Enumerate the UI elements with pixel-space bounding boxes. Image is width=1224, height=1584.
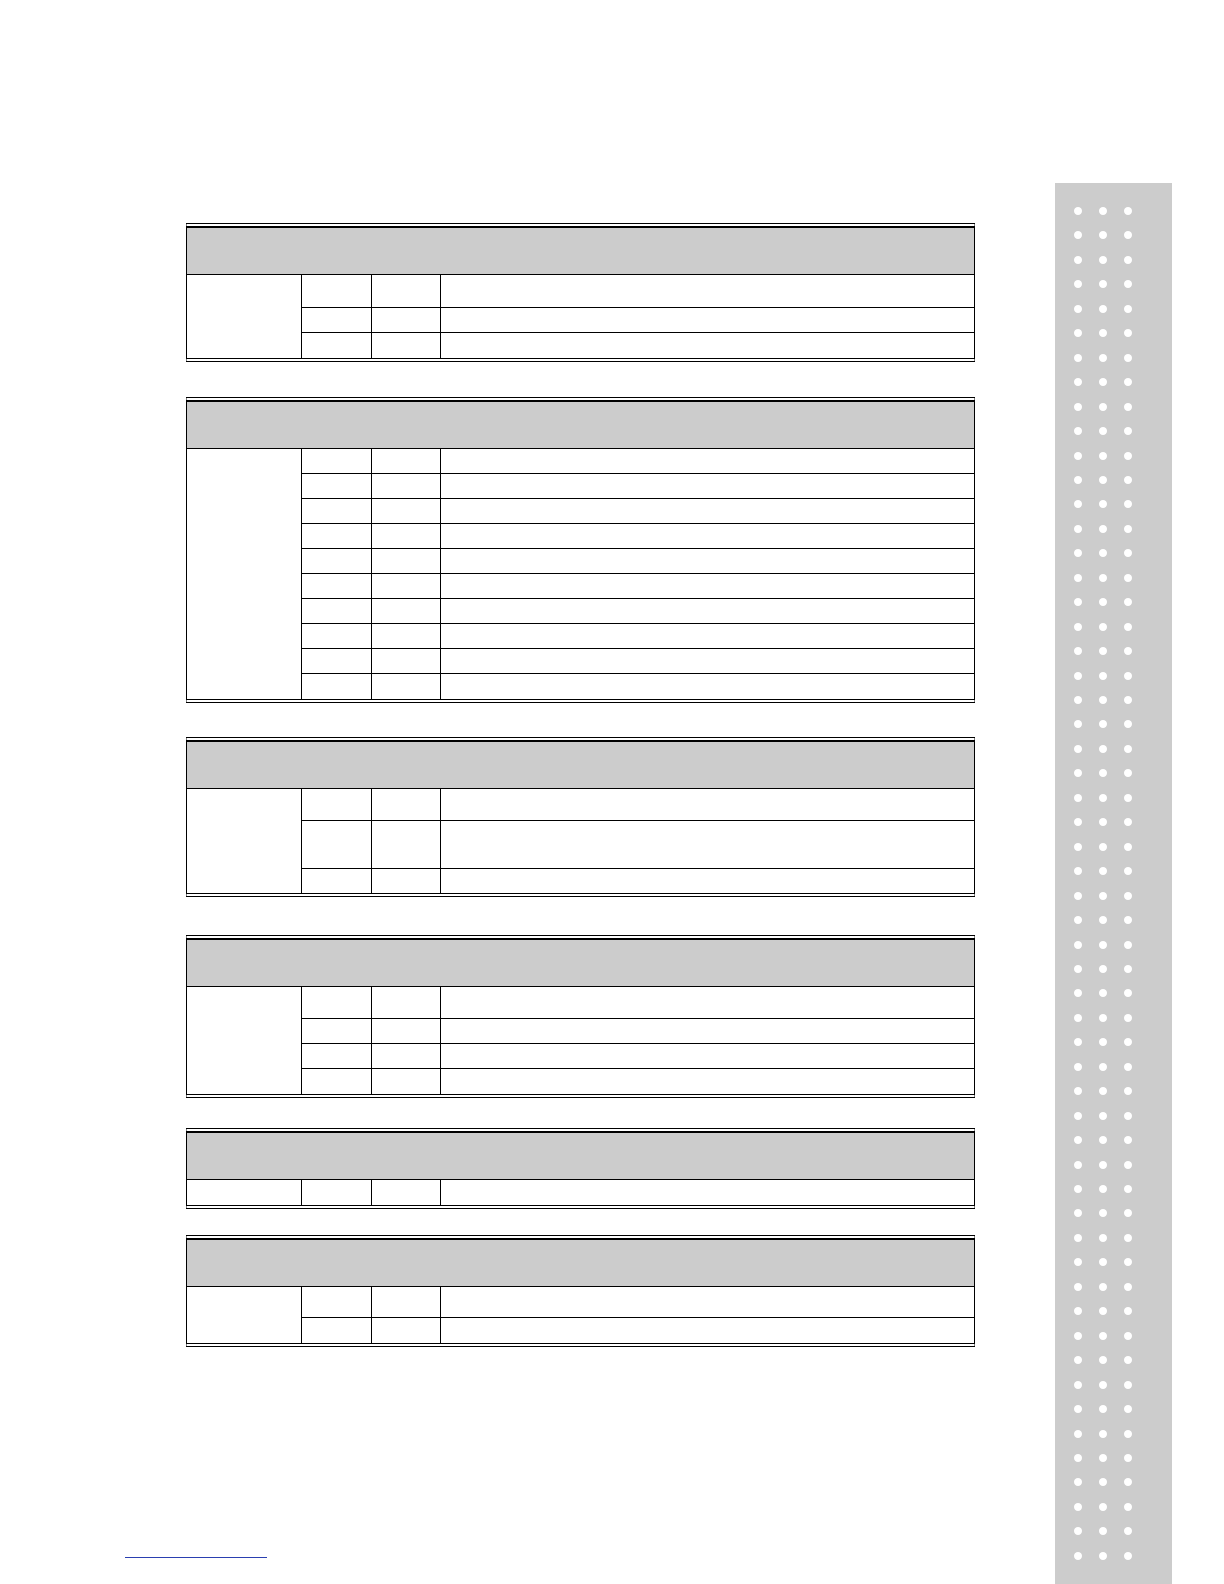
sidebar-dot: [1074, 1454, 1082, 1462]
cell-a: [302, 624, 372, 648]
sidebar-dot: [1074, 623, 1082, 631]
sidebar-dot: [1124, 1381, 1132, 1389]
cell-b: [372, 674, 441, 699]
sidebar-dot: [1124, 965, 1132, 973]
sidebar-dot: [1074, 1283, 1082, 1291]
cell-a: [302, 821, 372, 868]
sidebar-dot: [1099, 598, 1107, 606]
cell-a: [302, 1044, 372, 1068]
sidebar-dot: [1099, 574, 1107, 582]
table-row: [302, 821, 974, 869]
table-row: [302, 449, 974, 474]
cell-b: [372, 1069, 441, 1094]
sidebar-dot: [1124, 672, 1132, 680]
sidebar-dot: [1099, 1503, 1107, 1511]
sidebar-dot: [1124, 1185, 1132, 1193]
cell-c: [441, 869, 974, 893]
cell-a: [302, 869, 372, 893]
sidebar-dot: [1099, 1209, 1107, 1217]
sidebar-dot: [1124, 452, 1132, 460]
sidebar-dot: [1099, 1332, 1107, 1340]
sidebar-dot: [1099, 403, 1107, 411]
cell-c: [441, 599, 974, 623]
cell-b: [372, 987, 441, 1018]
sidebar-dot: [1124, 207, 1132, 215]
table-row: [302, 549, 974, 574]
cell-b: [372, 275, 441, 307]
sidebar-dot: [1074, 1185, 1082, 1193]
sidebar-dot: [1099, 672, 1107, 680]
sidebar-dot: [1099, 1185, 1107, 1193]
sidebar-dot: [1124, 1038, 1132, 1046]
table-category: [187, 987, 302, 1094]
sidebar-dot: [1099, 769, 1107, 777]
sidebar-dot: [1124, 867, 1132, 875]
sidebar-dot: [1074, 378, 1082, 386]
sidebar-dot: [1124, 1014, 1132, 1022]
spec-table-2: [186, 397, 975, 703]
sidebar-dot: [1099, 818, 1107, 826]
cell-c: [441, 524, 974, 548]
table-row: [302, 649, 974, 674]
sidebar-dot: [1124, 1454, 1132, 1462]
sidebar-dot: [1124, 427, 1132, 435]
sidebar-dot: [1074, 965, 1082, 973]
sidebar-dot: [1074, 916, 1082, 924]
sidebar-dot: [1074, 989, 1082, 997]
cell-a: [302, 1180, 372, 1205]
sidebar-dot: [1074, 1209, 1082, 1217]
sidebar-dot: [1099, 1038, 1107, 1046]
cell-a: [302, 449, 372, 473]
cell-a: [302, 1019, 372, 1043]
cell-b: [372, 869, 441, 893]
sidebar-dot: [1099, 1405, 1107, 1413]
sidebar-dot: [1074, 305, 1082, 313]
cell-c: [441, 549, 974, 573]
sidebar-dot: [1074, 403, 1082, 411]
cell-c: [441, 474, 974, 498]
table-row: [302, 674, 974, 699]
table-row: [302, 789, 974, 821]
cell-a: [302, 649, 372, 673]
sidebar-dot: [1099, 720, 1107, 728]
sidebar-dot: [1074, 672, 1082, 680]
sidebar-dot: [1099, 207, 1107, 215]
sidebar-dot: [1099, 427, 1107, 435]
sidebar-dot: [1124, 1405, 1132, 1413]
sidebar-dot: [1074, 1332, 1082, 1340]
sidebar-dot: [1099, 892, 1107, 900]
sidebar-dot: [1074, 843, 1082, 851]
sidebar-dot: [1124, 647, 1132, 655]
spec-table-5: [186, 1128, 975, 1209]
cell-c: [441, 1019, 974, 1043]
sidebar-dot: [1074, 256, 1082, 264]
cell-b: [372, 821, 441, 868]
sidebar-dot: [1074, 818, 1082, 826]
table-category: [187, 1287, 302, 1343]
sidebar-dot: [1124, 623, 1132, 631]
table-row: [302, 574, 974, 599]
cell-a: [302, 674, 372, 699]
sidebar-dot: [1124, 354, 1132, 362]
sidebar-dot: [1099, 231, 1107, 239]
sidebar-dot: [1074, 1307, 1082, 1315]
table-header: [187, 1132, 974, 1180]
table-row: [302, 1069, 974, 1094]
sidebar-dot: [1124, 1527, 1132, 1535]
table-row: [302, 1044, 974, 1069]
sidebar-dot: [1074, 745, 1082, 753]
cell-c: [441, 333, 974, 358]
sidebar-dot: [1124, 500, 1132, 508]
cell-b: [372, 549, 441, 573]
table-row: [302, 599, 974, 624]
sidebar-dot: [1124, 1332, 1132, 1340]
sidebar-dot: [1099, 647, 1107, 655]
table-row: [302, 987, 974, 1019]
sidebar-dot: [1124, 1087, 1132, 1095]
cell-a: [302, 499, 372, 523]
footer-link[interactable]: [125, 1557, 267, 1558]
table-header: [187, 227, 974, 275]
table-row: [302, 308, 974, 333]
sidebar-dot: [1124, 1478, 1132, 1486]
cell-c: [441, 574, 974, 598]
sidebar-dot: [1099, 256, 1107, 264]
sidebar-dot: [1099, 280, 1107, 288]
sidebar-dot: [1074, 427, 1082, 435]
sidebar-dot: [1099, 1454, 1107, 1462]
table-row: [302, 1287, 974, 1318]
sidebar-dot: [1074, 231, 1082, 239]
sidebar-dot: [1074, 1503, 1082, 1511]
cell-a: [302, 1287, 372, 1317]
cell-b: [372, 1019, 441, 1043]
sidebar-dot: [1124, 1430, 1132, 1438]
spec-table-4: [186, 935, 975, 1098]
sidebar-dot: [1074, 1356, 1082, 1364]
sidebar-dot: [1074, 1087, 1082, 1095]
sidebar-dot: [1124, 256, 1132, 264]
sidebar-dot: [1124, 403, 1132, 411]
cell-c: [441, 449, 974, 473]
cell-c: [441, 1069, 974, 1094]
sidebar-dot: [1074, 329, 1082, 337]
cell-a: [302, 549, 372, 573]
cell-a: [302, 574, 372, 598]
sidebar-dot: [1074, 1552, 1082, 1560]
cell-b: [372, 789, 441, 820]
cell-a: [302, 333, 372, 358]
sidebar-dot: [1074, 574, 1082, 582]
sidebar-dot: [1074, 941, 1082, 949]
cell-c: [441, 1044, 974, 1068]
sidebar-dot: [1074, 1478, 1082, 1486]
sidebar-dot: [1124, 1234, 1132, 1242]
cell-b: [372, 308, 441, 332]
cell-c: [441, 821, 974, 868]
sidebar-dot: [1099, 989, 1107, 997]
cell-a: [302, 1069, 372, 1094]
sidebar-dot: [1099, 1234, 1107, 1242]
table-category: [187, 1180, 302, 1205]
sidebar-dot: [1074, 696, 1082, 704]
table-row: [302, 1318, 974, 1343]
sidebar-dot: [1074, 500, 1082, 508]
sidebar-dot: [1074, 867, 1082, 875]
cell-a: [302, 524, 372, 548]
sidebar-dot: [1124, 794, 1132, 802]
cell-c: [441, 1180, 974, 1205]
sidebar-dot: [1099, 867, 1107, 875]
sidebar-dot: [1074, 1014, 1082, 1022]
table-row: [302, 275, 974, 308]
sidebar-dot: [1099, 1307, 1107, 1315]
cell-c: [441, 789, 974, 820]
sidebar-dot: [1074, 769, 1082, 777]
sidebar-dot: [1099, 965, 1107, 973]
sidebar-dot: [1099, 1258, 1107, 1266]
sidebar-dot: [1124, 1209, 1132, 1217]
cell-c: [441, 308, 974, 332]
cell-a: [302, 1318, 372, 1343]
sidebar-dot: [1099, 452, 1107, 460]
table-header: [187, 401, 974, 449]
sidebar-dot: [1074, 1234, 1082, 1242]
sidebar-dot: [1124, 329, 1132, 337]
sidebar-dot: [1074, 720, 1082, 728]
sidebar-dot: [1099, 1161, 1107, 1169]
cell-a: [302, 308, 372, 332]
cell-c: [441, 987, 974, 1018]
cell-b: [372, 574, 441, 598]
sidebar-dot: [1074, 598, 1082, 606]
cell-b: [372, 624, 441, 648]
table-row: [302, 499, 974, 524]
cell-a: [302, 474, 372, 498]
sidebar-dot: [1099, 696, 1107, 704]
sidebar-dot: [1099, 500, 1107, 508]
sidebar-dot: [1124, 1136, 1132, 1144]
decorative-sidebar: [1055, 183, 1172, 1584]
sidebar-dot: [1124, 843, 1132, 851]
sidebar-dot: [1099, 1356, 1107, 1364]
sidebar-dot: [1099, 525, 1107, 533]
sidebar-dot: [1074, 1161, 1082, 1169]
sidebar-dot: [1124, 941, 1132, 949]
table-row: [302, 1180, 974, 1205]
cell-c: [441, 275, 974, 307]
sidebar-dot: [1099, 1063, 1107, 1071]
sidebar-dot: [1074, 1112, 1082, 1120]
sidebar-dot: [1074, 1527, 1082, 1535]
sidebar-dot: [1124, 231, 1132, 239]
sidebar-dot: [1099, 1552, 1107, 1560]
table-category: [187, 789, 302, 893]
sidebar-dot: [1124, 892, 1132, 900]
sidebar-dot: [1074, 1430, 1082, 1438]
table-header: [187, 939, 974, 987]
sidebar-dot: [1074, 892, 1082, 900]
sidebar-dot: [1124, 1307, 1132, 1315]
sidebar-dot: [1124, 378, 1132, 386]
sidebar-dot: [1124, 1112, 1132, 1120]
table-row: [302, 474, 974, 499]
sidebar-dot: [1099, 476, 1107, 484]
sidebar-dot: [1074, 1063, 1082, 1071]
cell-b: [372, 1044, 441, 1068]
cell-b: [372, 1287, 441, 1317]
spec-table-1: [186, 223, 975, 362]
sidebar-dot: [1099, 623, 1107, 631]
sidebar-dot: [1099, 1430, 1107, 1438]
sidebar-dot: [1124, 916, 1132, 924]
sidebar-dot: [1099, 1087, 1107, 1095]
sidebar-dot: [1074, 476, 1082, 484]
sidebar-dot: [1099, 1283, 1107, 1291]
table-row: [302, 333, 974, 358]
table-header: [187, 1239, 974, 1287]
sidebar-dot: [1074, 647, 1082, 655]
cell-c: [441, 624, 974, 648]
cell-a: [302, 987, 372, 1018]
sidebar-dot: [1099, 305, 1107, 313]
sidebar-dot: [1099, 1478, 1107, 1486]
sidebar-dot: [1124, 1161, 1132, 1169]
cell-a: [302, 599, 372, 623]
cell-b: [372, 499, 441, 523]
sidebar-dot: [1124, 549, 1132, 557]
spec-table-6: [186, 1235, 975, 1347]
cell-c: [441, 1287, 974, 1317]
sidebar-dot: [1124, 1063, 1132, 1071]
sidebar-dot: [1124, 696, 1132, 704]
sidebar-dot: [1074, 525, 1082, 533]
sidebar-dot: [1099, 941, 1107, 949]
sidebar-dot: [1124, 280, 1132, 288]
sidebar-dot: [1074, 1136, 1082, 1144]
cell-b: [372, 474, 441, 498]
table-row: [302, 869, 974, 893]
sidebar-dot: [1099, 1136, 1107, 1144]
sidebar-dot: [1074, 1405, 1082, 1413]
table-header: [187, 741, 974, 789]
sidebar-dot: [1099, 549, 1107, 557]
sidebar-dot: [1074, 1258, 1082, 1266]
cell-c: [441, 649, 974, 673]
table-category: [187, 449, 302, 699]
cell-c: [441, 499, 974, 523]
cell-a: [302, 789, 372, 820]
cell-c: [441, 674, 974, 699]
cell-c: [441, 1318, 974, 1343]
cell-b: [372, 1180, 441, 1205]
cell-a: [302, 275, 372, 307]
sidebar-dot: [1099, 843, 1107, 851]
spec-table-3: [186, 737, 975, 897]
sidebar-dot: [1074, 280, 1082, 288]
sidebar-dot: [1099, 745, 1107, 753]
cell-b: [372, 524, 441, 548]
cell-b: [372, 649, 441, 673]
sidebar-dot: [1074, 549, 1082, 557]
sidebar-dot: [1099, 916, 1107, 924]
sidebar-dot: [1124, 305, 1132, 313]
sidebar-dot: [1124, 525, 1132, 533]
sidebar-dot: [1124, 1258, 1132, 1266]
sidebar-dot: [1099, 378, 1107, 386]
sidebar-dot: [1074, 354, 1082, 362]
sidebar-dot: [1124, 476, 1132, 484]
table-row: [302, 524, 974, 549]
sidebar-dot: [1124, 1356, 1132, 1364]
table-category: [187, 275, 302, 358]
sidebar-dot: [1099, 1014, 1107, 1022]
sidebar-dot: [1124, 1552, 1132, 1560]
cell-b: [372, 333, 441, 358]
sidebar-dot: [1099, 1381, 1107, 1389]
sidebar-dot: [1124, 574, 1132, 582]
sidebar-dot: [1124, 818, 1132, 826]
sidebar-dot: [1124, 1503, 1132, 1511]
sidebar-dot: [1074, 794, 1082, 802]
table-row: [302, 624, 974, 649]
sidebar-dot: [1124, 745, 1132, 753]
sidebar-dot: [1074, 207, 1082, 215]
cell-b: [372, 449, 441, 473]
sidebar-dot: [1099, 794, 1107, 802]
sidebar-dot: [1124, 598, 1132, 606]
sidebar-dot: [1099, 1527, 1107, 1535]
sidebar-dot: [1124, 769, 1132, 777]
sidebar-dot: [1099, 329, 1107, 337]
sidebar-dot: [1124, 720, 1132, 728]
sidebar-dot: [1124, 1283, 1132, 1291]
sidebar-dot: [1124, 989, 1132, 997]
table-row: [302, 1019, 974, 1044]
sidebar-dot: [1099, 1112, 1107, 1120]
sidebar-dot: [1099, 354, 1107, 362]
cell-b: [372, 599, 441, 623]
sidebar-dot: [1074, 452, 1082, 460]
sidebar-dot: [1074, 1381, 1082, 1389]
sidebar-dot: [1074, 1038, 1082, 1046]
cell-b: [372, 1318, 441, 1343]
